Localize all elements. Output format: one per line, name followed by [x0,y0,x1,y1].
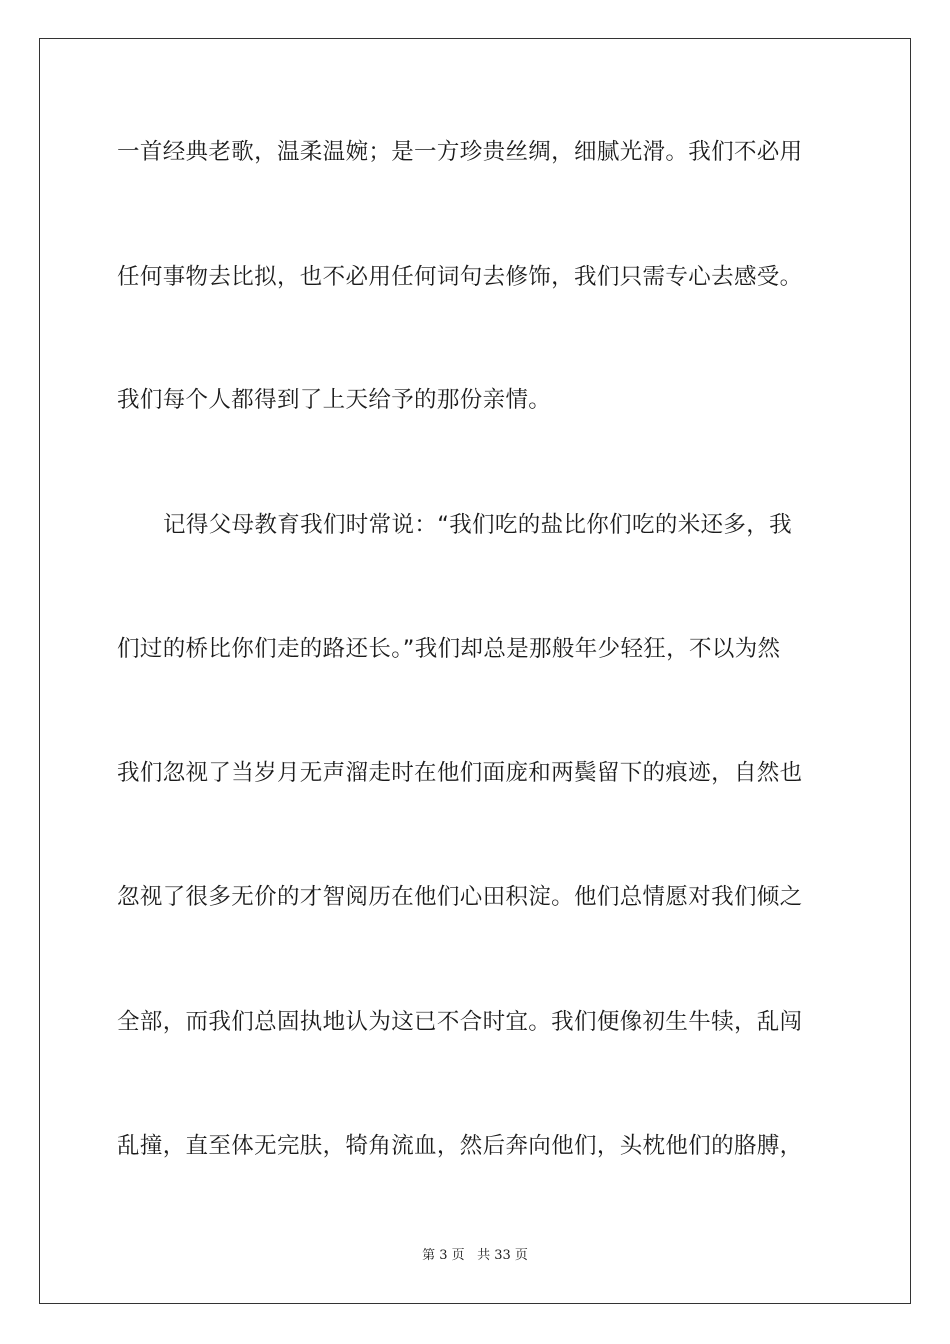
page-border [39,38,911,1304]
text-line-4: 记得父母教育我们时常说：“我们吃的盐比你们吃的米还多，我 [163,512,792,538]
text-line-3: 我们每个人都得到了上天给予的那份亲情。 [117,387,552,413]
text-line-8: 全部，而我们总固执地认为这已不合时宜。我们便像初生牛犊，乱闯 [117,1009,803,1035]
text-line-5: 们过的桥比你们走的路还长。”我们却总是那般年少轻狂，不以为然 [117,636,781,662]
text-line-1: 一首经典老歌，温柔温婉；是一方珍贵丝绸，细腻光滑。我们不必用 [117,139,803,165]
text-line-6: 我们忽视了当岁月无声溜走时在他们面庞和两鬓留下的痕迹，自然也 [117,760,803,786]
page-footer [0,1248,950,1264]
page-total: 共 33 页 [477,1248,528,1263]
text-line-9: 乱撞，直至体无完肤，犄角流血，然后奔向他们，头枕他们的胳膊， [117,1133,803,1159]
text-line-2: 任何事物去比拟，也不必用任何词句去修饰，我们只需专心去感受。 [117,264,803,290]
page-number: 第 3 页 [422,1248,465,1263]
text-line-7: 忽视了很多无价的才智阅历在他们心田积淀。他们总情愿对我们倾之 [117,884,803,910]
